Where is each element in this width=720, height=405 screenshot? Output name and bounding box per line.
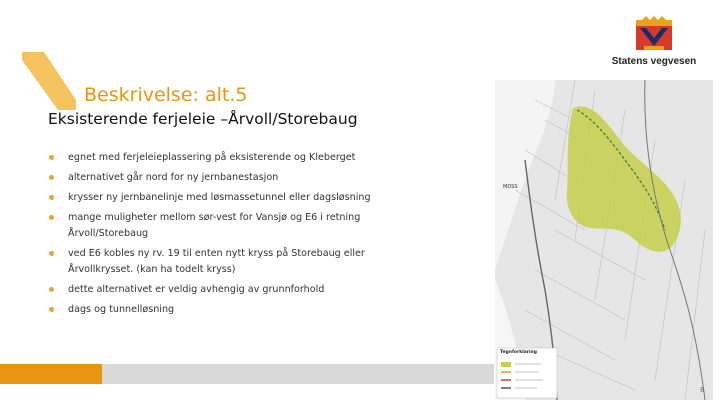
statens-vegvesen-logo (600, 16, 708, 72)
bullet-item: dette alternativet er veldig avhengig av grunnforhold (48, 282, 388, 298)
bullet-dot-icon (49, 251, 54, 256)
logo-text: Statens vegvesen (611, 56, 697, 67)
bullet-item: alternativet går nord for ny jernbanestasjon (48, 170, 388, 186)
accent-triangle-shape (0, 0, 90, 110)
route-map (495, 80, 713, 400)
bullet-item: krysser ny jernbanelinje med løsmassetunnel eller dagsløsning (48, 190, 388, 206)
bullet-item: ved E6 kobles ny rv. 19 til enten nytt kryss på Storebaug eller Årvollkrysset. (kan ha todelt kryss) (48, 246, 388, 278)
bullet-list (48, 150, 388, 322)
footer-accent-bar (0, 364, 102, 384)
footer-gray-bar (102, 364, 494, 384)
page-number: 8 (700, 386, 705, 394)
bullet-dot-icon (49, 307, 54, 312)
map-label-moss: MOSS (503, 184, 518, 190)
bullet-dot-icon (49, 175, 54, 180)
bullet-item: egnet med ferjeleieplassering på eksisterende og Kleberget (48, 150, 388, 166)
bullet-dot-icon (49, 215, 54, 220)
bullet-item: mange muligheter mellom sør-vest for Vansjø og E6 i retning Årvoll/Storebaug (48, 210, 388, 242)
slide-title: Beskrivelse: alt.5 (84, 84, 248, 106)
bullet-dot-icon (49, 287, 54, 292)
slide-subtitle: Eksisterende ferjeleie –Årvoll/Storebaug (48, 110, 358, 128)
map-legend-title: Tegnforklaring (500, 350, 537, 355)
crown-shield-icon (600, 16, 708, 56)
bullet-dot-icon (49, 195, 54, 200)
bullet-item: dags og tunnelløsning (48, 302, 388, 318)
bullet-dot-icon (49, 155, 54, 160)
